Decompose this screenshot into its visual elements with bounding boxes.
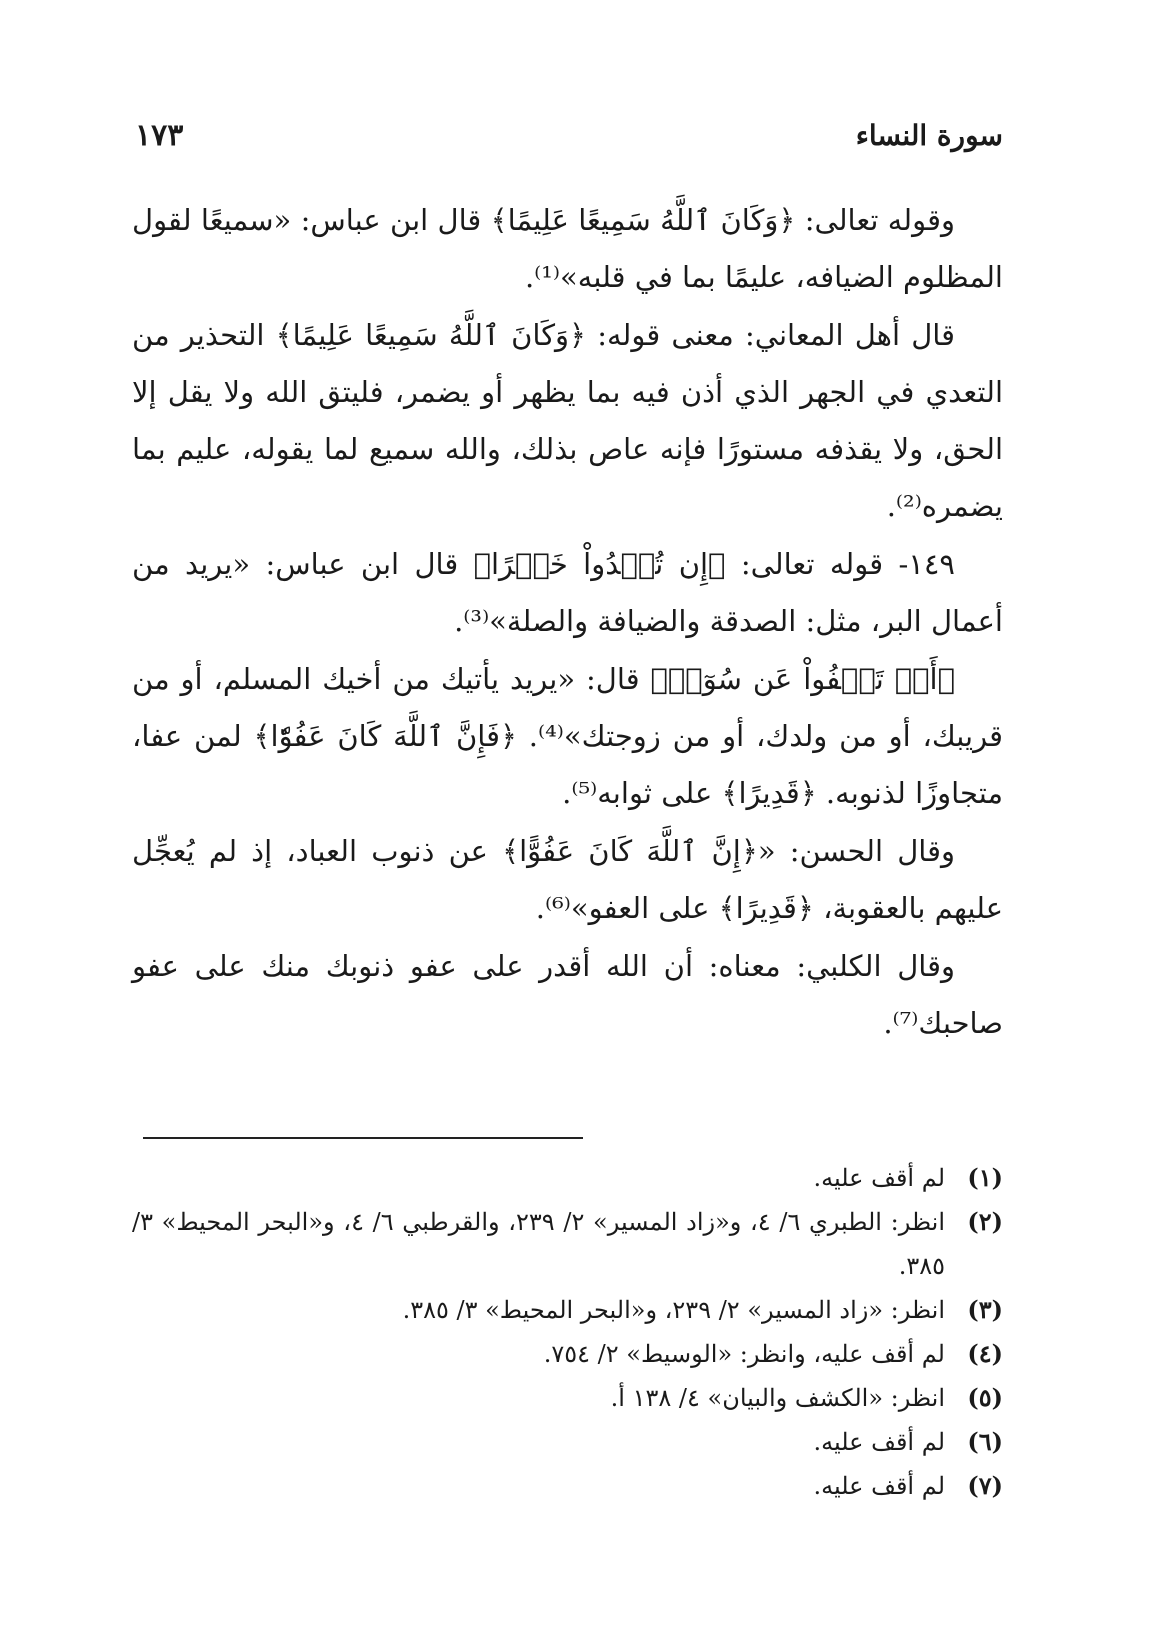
paragraph: وقال الكلبي: معناه: أن الله أقدر على عفو ذنوبك منك على عفو صاحبك⁽⁷⁾. [132,949,1003,1040]
footnote-number: (٢) [967,1207,1003,1236]
footnote-text: انظر: «الكشف والبيان» ٤/ ١٣٨ أ. [610,1384,945,1412]
main-text [132,192,1003,1053]
footnote [132,1464,1003,1508]
paragraph: وقوله تعالى: ﴿وَكَانَ ٱللَّهُ سَمِيعًا عَلِيمًا﴾ قال ابن عباس: «سميعًا لقول المظلوم الضيافه، عليمًا بما في قلبه»⁽¹⁾. [132,203,1003,294]
footnote-text: انظر: الطبري ٦/ ٤، و«زاد المسير» ٢/ ٢٣٩، والقرطبي ٦/ ٤، و«البحر المحيط» ٣/ ٣٨٥. [132,1208,945,1280]
footnote-number: (٥) [967,1383,1003,1412]
footnotes [132,1156,1003,1508]
footnote-number: (٤) [967,1339,1003,1368]
footnote-text: لم أقف عليه. [813,1164,945,1192]
paragraph: ﴿أَوۡ تَعۡفُواْ عَن سُوٓءٖ﴾ قال: «يريد يأتيك من أخيك المسلم، أو من قريبك، أو من ولدك، أو من زوجتك»⁽⁴⁾. ﴿فَإِنَّ ٱللَّهَ كَانَ عَفُوّٗا﴾ لمن عفا، متجاوزًا لذنوبه. ﴿قَدِيرًا﴾ على ثوابه⁽⁵⁾. [132,662,1003,810]
footnote [132,1156,1003,1200]
footnote-text: انظر: «زاد المسير» ٢/ ٢٣٩، و«البحر المحيط» ٣/ ٣٨٥. [402,1296,945,1324]
surah-title: سورة النساء [855,118,1003,152]
footnote-divider [143,1137,583,1139]
footnote [132,1200,1003,1288]
footnote-number: (١) [967,1163,1003,1192]
page-number: ١٧٣ [135,117,184,153]
footnote-text: لم أقف عليه، وانظر: «الوسيط» ٢/ ٧٥٤. [543,1340,945,1368]
footnote [132,1376,1003,1420]
footnote-number: (٦) [967,1427,1003,1456]
footnote-number: (٣) [967,1295,1003,1324]
footnote-number: (٧) [967,1471,1003,1500]
footnote-text: لم أقف عليه. [813,1472,945,1500]
paragraph: ١٤٩- قوله تعالى: ﴿إِن تُبۡدُواْ خَيۡرًا﴾ قال ابن عباس: «يريد من أعمال البر، مثل: الصدقة والضيافة والصلة»⁽³⁾. [132,547,1003,638]
paragraph: وقال الحسن: «﴿إِنَّ ٱللَّهَ كَانَ عَفُوًّا﴾ عن ذنوب العباد، إذ لم يُعجِّل عليهم بالعقوبة، ﴿قَدِيرًا﴾ على العفو»⁽⁶⁾. [132,834,1003,925]
page-header [135,112,1003,158]
footnote [132,1332,1003,1376]
footnote [132,1288,1003,1332]
footnote [132,1420,1003,1464]
footnote-text: لم أقف عليه. [813,1428,945,1456]
paragraph: قال أهل المعاني: معنى قوله: ﴿وَكَانَ ٱللَّهُ سَمِيعًا عَلِيمًا﴾ التحذير من التعدي في الجهر الذي أذن فيه بما يظهر أو يضمر، فليتق الله ولا يقل إلا الحق، ولا يقذفه مستورًا فإنه عاص بذلك، والله سميع لما يقوله، عليم بما يضمره⁽²⁾. [132,318,1003,523]
